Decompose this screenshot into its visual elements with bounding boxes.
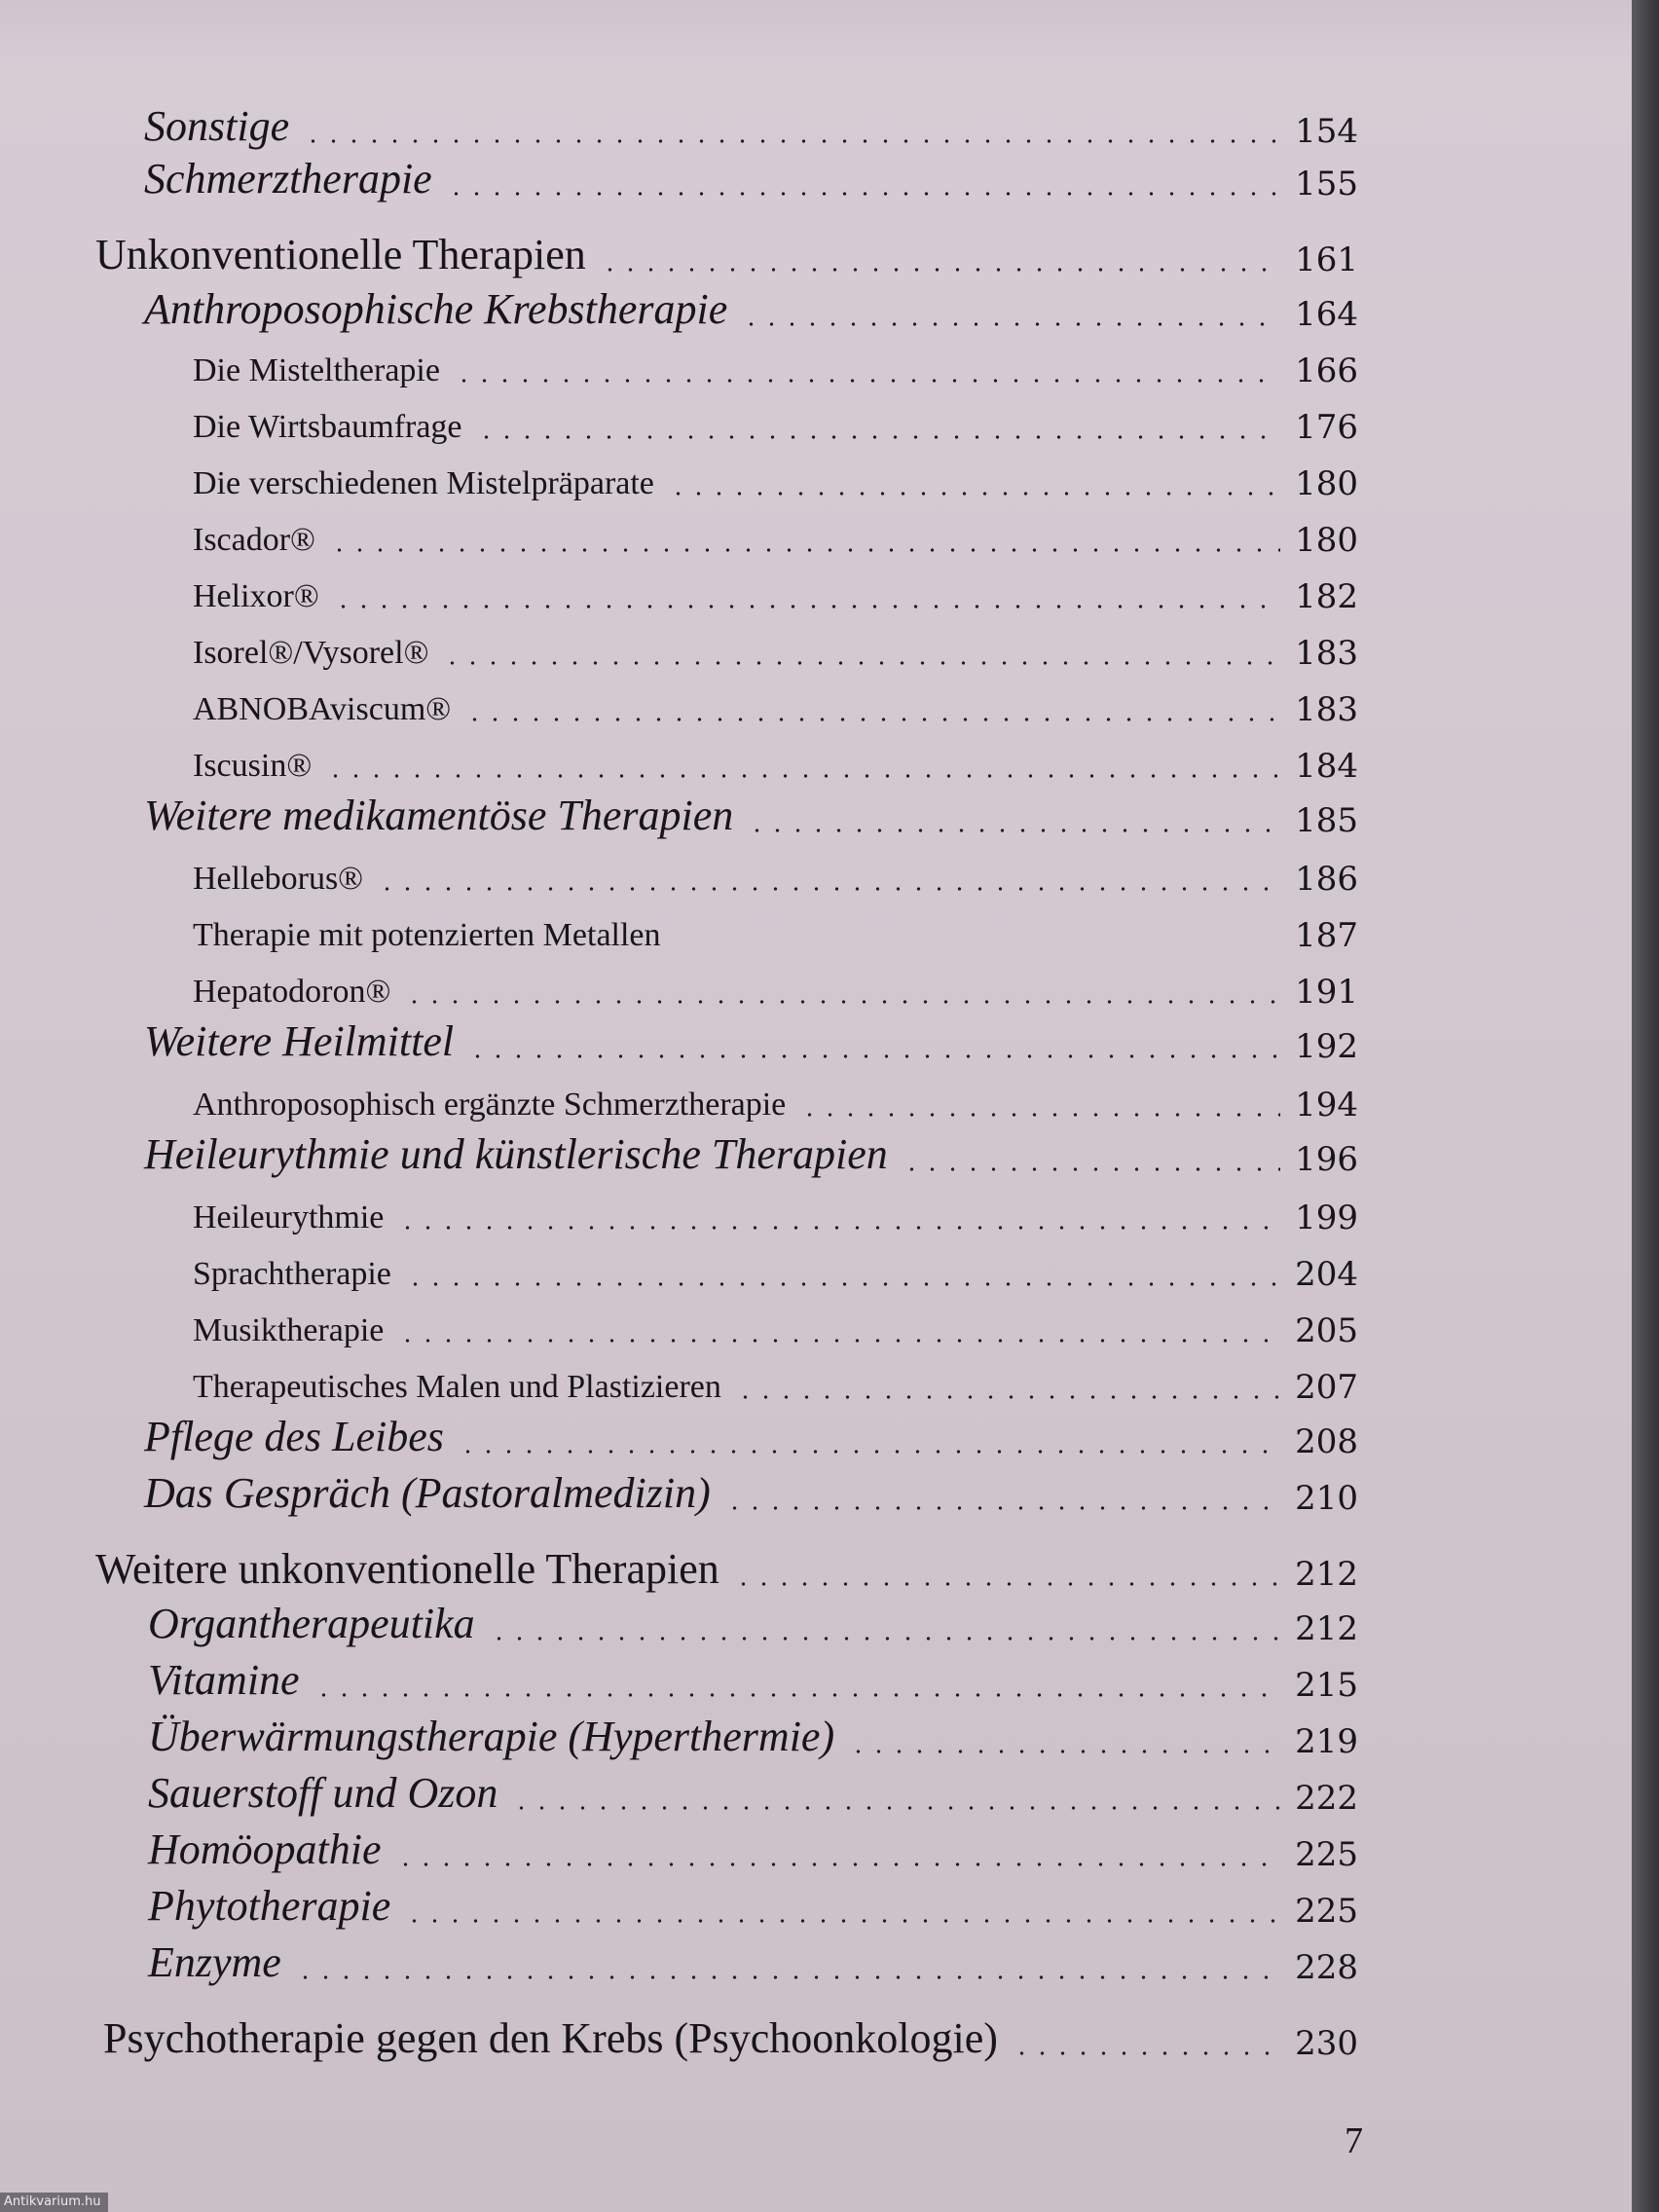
toc-entry	[0, 559, 1358, 615]
leader-dots	[600, 266, 1280, 274]
toc-entry-page: 185	[1295, 801, 1358, 840]
toc-entry	[0, 146, 1358, 203]
toc-entry	[0, 1817, 1358, 1873]
page-edge	[1632, 0, 1659, 2212]
leader-dots	[489, 1635, 1280, 1642]
toc-entry-title: Helleborus®	[193, 861, 364, 897]
toc-entry	[0, 841, 1358, 898]
toc-entry	[0, 1122, 1358, 1178]
toc-entry	[0, 1067, 1358, 1124]
toc-entry-page: 225	[1295, 1892, 1358, 1931]
toc-entry-page: 199	[1295, 1198, 1358, 1237]
toc-entry-page: 196	[1295, 1140, 1358, 1179]
toc-entry-title: Sauerstoff und Ozon	[148, 1769, 498, 1817]
toc-entry	[0, 333, 1358, 389]
toc-entry-title: Weitere unkonventionelle Therapien	[95, 1545, 719, 1593]
toc-entry	[0, 2006, 1358, 2062]
toc-entry-title: Therapie mit potenzierten Metallen	[193, 917, 661, 953]
toc-entry	[0, 1460, 1358, 1517]
toc-entry-page: 183	[1295, 634, 1358, 673]
toc-entry	[0, 1180, 1358, 1236]
toc-entry-title: Psychotherapie gegen den Krebs (Psychoonkologie)	[103, 2014, 998, 2062]
toc-entry-title: Vitamine	[148, 1656, 300, 1704]
toc-entry	[0, 222, 1358, 278]
leader-dots	[511, 1804, 1280, 1812]
toc-entry-page: 186	[1295, 860, 1358, 899]
toc-entry	[0, 1236, 1358, 1293]
watermark: Antikvarium.hu	[0, 2193, 108, 2212]
toc-entry-page: 194	[1295, 1086, 1358, 1124]
toc-entry-page: 184	[1295, 747, 1358, 786]
toc-entry-title: Enzyme	[148, 1938, 281, 1986]
leader-dots	[329, 546, 1280, 554]
toc-entry	[0, 898, 1358, 954]
toc-entry	[0, 1349, 1358, 1406]
toc-entry	[0, 1404, 1358, 1460]
leader-dots	[735, 1393, 1280, 1401]
toc-entry-page: 155	[1295, 165, 1358, 203]
toc-entry-title: Die verschiedenen Mistelpräparate	[193, 465, 654, 501]
toc-entry-page: 191	[1295, 973, 1358, 1012]
toc-entry	[0, 1760, 1358, 1817]
toc-entry-page: 182	[1295, 577, 1358, 616]
leader-dots	[397, 1337, 1280, 1345]
toc-entry-page: 180	[1295, 464, 1358, 503]
leader-dots	[313, 1691, 1280, 1699]
toc-entry-title: Isorel®/Vysorel®	[193, 635, 429, 671]
toc-entry	[0, 1591, 1358, 1647]
toc-entry	[0, 1536, 1358, 1593]
toc-entry-page: 161	[1295, 240, 1358, 279]
toc-entry	[0, 672, 1358, 728]
leader-dots	[458, 1448, 1280, 1456]
toc-entry-page: 176	[1295, 408, 1358, 447]
toc-entry-page: 204	[1295, 1255, 1358, 1294]
toc-entry	[0, 728, 1358, 785]
toc-entry-page: 166	[1295, 351, 1358, 390]
toc-entry-title: Unkonventionelle Therapien	[95, 231, 586, 278]
toc-entry-page: 222	[1295, 1779, 1358, 1818]
toc-entry	[0, 1873, 1358, 1930]
leader-dots	[333, 603, 1280, 610]
leader-dots	[741, 320, 1280, 328]
toc-entry-title: Die Misteltherapie	[193, 352, 440, 388]
leader-dots	[405, 1280, 1280, 1288]
toc-entry	[0, 954, 1358, 1011]
toc-entry-page: 192	[1295, 1027, 1358, 1066]
toc-entry	[0, 1009, 1358, 1065]
leader-dots	[467, 1052, 1280, 1060]
toc-entry-title: ABNOBAviscum®	[193, 691, 452, 727]
leader-dots	[395, 1861, 1280, 1868]
toc-entry-page: 183	[1295, 690, 1358, 729]
toc-entry-title: Überwärmungstherapie (Hyperthermie)	[148, 1713, 835, 1760]
leader-dots	[733, 1580, 1280, 1588]
toc-entry-title: Das Gespräch (Pastoralmedizin)	[144, 1469, 711, 1517]
toc-entry-title: Weitere medikamentöse Therapien	[144, 792, 734, 839]
toc-entry-title: Therapeutisches Malen und Plastizieren	[193, 1369, 721, 1405]
toc-entry-page: 164	[1295, 295, 1358, 334]
toc-entry-page: 212	[1295, 1609, 1358, 1648]
leader-dots	[799, 1111, 1280, 1119]
leader-dots	[724, 1504, 1280, 1512]
toc-entry-page: 187	[1295, 916, 1358, 955]
leader-dots	[397, 1224, 1280, 1232]
toc-entry-page: 154	[1295, 112, 1358, 151]
toc-entry	[0, 783, 1358, 839]
toc-entry	[0, 93, 1358, 150]
toc-entry-title: Schmerztherapie	[144, 155, 432, 203]
toc-entry	[0, 389, 1358, 446]
leader-dots	[377, 885, 1280, 893]
toc-entry-title: Phytotherapie	[148, 1882, 391, 1930]
toc-entry	[0, 1647, 1358, 1704]
toc-entry-page: 207	[1295, 1368, 1358, 1407]
toc-entry-title: Pflege des Leibes	[144, 1413, 444, 1460]
leader-dots	[446, 190, 1280, 198]
toc-entry	[0, 1930, 1358, 1986]
leader-dots	[476, 433, 1280, 441]
leader-dots	[668, 490, 1280, 498]
toc-entry	[0, 502, 1358, 559]
toc-entry-page: 228	[1295, 1948, 1358, 1987]
toc-entry-page: 230	[1295, 2024, 1358, 2063]
toc-entry-page: 219	[1295, 1722, 1358, 1761]
leader-dots	[404, 1917, 1280, 1925]
toc-entry-page: 208	[1295, 1422, 1358, 1461]
toc-entry-title: Heileurythmie und künstlerische Therapien	[144, 1130, 888, 1178]
toc-entry-title: Weitere Heilmittel	[144, 1017, 455, 1065]
page-shadow	[0, 0, 1632, 58]
toc-entry-title: Musiktherapie	[193, 1312, 385, 1348]
toc-entry-page: 225	[1295, 1835, 1358, 1874]
toc-entry-title: Iscador®	[193, 522, 315, 558]
toc-entry-title: Helixor®	[193, 578, 319, 614]
toc-entry-page: 215	[1295, 1666, 1358, 1705]
toc-entry	[0, 1704, 1358, 1760]
leader-dots	[902, 1165, 1280, 1173]
toc-entry-title: Iscusin®	[193, 748, 313, 784]
leader-dots	[325, 772, 1280, 780]
toc-entry-title: Anthroposophisch ergänzte Schmerztherapie	[193, 1087, 787, 1123]
toc-entry-title: Heileurythmie	[193, 1199, 385, 1235]
toc-entry-page: 205	[1295, 1311, 1358, 1350]
toc-entry-title: Sonstige	[144, 102, 290, 150]
toc-entry-title: Anthroposophische Krebstherapie	[144, 285, 728, 333]
toc-entry	[0, 276, 1358, 333]
toc-entry	[0, 615, 1358, 672]
leader-dots	[303, 137, 1280, 145]
leader-dots	[747, 827, 1280, 834]
toc-entry	[0, 1293, 1358, 1349]
toc-entry-page: 212	[1295, 1555, 1358, 1594]
leader-dots	[848, 1748, 1280, 1755]
toc-entry	[0, 446, 1358, 502]
leader-dots	[464, 716, 1280, 723]
toc-entry-title: Sprachtherapie	[193, 1256, 391, 1292]
toc-entry-title: Hepatodoron®	[193, 974, 391, 1010]
toc-entry-title: Organtherapeutika	[148, 1600, 475, 1647]
leader-dots	[295, 1973, 1280, 1981]
leader-dots	[404, 998, 1280, 1006]
page-number: 7	[1345, 2120, 1363, 2161]
toc-entry-page: 210	[1295, 1479, 1358, 1518]
toc-entry-page: 180	[1295, 521, 1358, 560]
leader-dots	[1012, 2049, 1280, 2057]
toc-entry-title: Die Wirtsbaumfrage	[193, 409, 462, 445]
leader-dots	[454, 377, 1280, 385]
toc-entry-title: Homöopathie	[148, 1825, 382, 1873]
leader-dots	[442, 659, 1280, 667]
